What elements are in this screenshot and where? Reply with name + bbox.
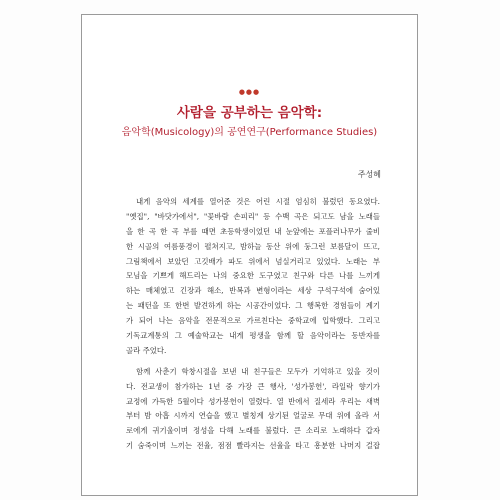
text-line: 부터 밤 아홉 시까지 연습을 했고 별칭계 상기된 얼굴로 무대 위에 올라 서 bbox=[126, 411, 380, 421]
text-line: 로에게 귀기울이며 정성을 다해 노래를 불렀다. 큰 소리로 노래하다 갑자 bbox=[126, 426, 380, 436]
text-line: 하는 매체였고 긴장과 해소, 반복과 변형이라는 세상 구석구석에 숨어있 bbox=[126, 286, 380, 296]
paragraph-1 bbox=[126, 195, 380, 359]
body-text bbox=[126, 195, 380, 454]
book-page bbox=[81, 14, 418, 496]
text-line: 골라 주었다. bbox=[126, 345, 167, 355]
text-line: 그림책에서 보았던 고깃배가 파도 위에서 넘실거리고 있었다. 노래는 부 bbox=[126, 256, 380, 266]
text-line: "옛집", "바닷가에서", "꽃바람 손피리" 등 수백 곡은 되고도 남을 노래들 bbox=[126, 211, 380, 221]
text-line: 가 되어 나는 음악을 전문적으로 가르친다는 중학교에 입학했다. 그리고 bbox=[126, 316, 380, 326]
article-title: 사람을 공부하는 음악학: bbox=[176, 105, 323, 121]
text-line: 을 한 곡 한 곡 부를 때면 초등학생이었던 내 눈앞에는 포플러나무가 줄비 bbox=[126, 226, 380, 236]
text-line: 는 패턴을 또 한번 발견하게 하는 시공간이었다. 그 행복한 경험들이 계기 bbox=[126, 301, 380, 311]
text-line: 다. 전교생이 참가하는 1년 중 가장 큰 행사, '성가봉헌', 라일락 향기가 bbox=[126, 381, 380, 391]
text-line: 내게 음악의 세계를 열어준 것은 어린 시절 엄심히 불렀던 동요였다. bbox=[136, 197, 380, 206]
text-line: 함께 사춘기 학창시절을 보낸 내 친구들은 모두가 기억하고 있을 것이 bbox=[136, 366, 380, 376]
ornament-dots: ●●● bbox=[238, 88, 261, 96]
text-line: 모님을 기쁘게 해드리는 나의 중요한 도구였고 친구와 다른 나를 느끼게 bbox=[126, 271, 380, 281]
article-subtitle: 음악학(Musicology)의 공연연구(Performance Studies) bbox=[121, 127, 378, 138]
text-line: 한 시골의 여름풍경이 펼쳐지고, 밤하늘 동산 위에 둥그런 보름달이 뜨고, bbox=[126, 241, 380, 251]
paragraph-2 bbox=[126, 365, 380, 454]
text-line: 기독교계통의 그 예술학교는 내게 평생을 함께 할 음악이라는 동반자를 bbox=[126, 331, 380, 341]
text-line: 교정에 가득한 5월이다 성가봉헌이 열렸다. 열 반에서 질세라 우리는 새벽 bbox=[126, 396, 380, 406]
author-name: 주성혜 bbox=[357, 170, 381, 179]
text-line: 기 숨죽이며 느끼는 전율, 점점 빨라지는 선율을 타고 흥분한 나머지 걸잡 bbox=[126, 441, 380, 451]
